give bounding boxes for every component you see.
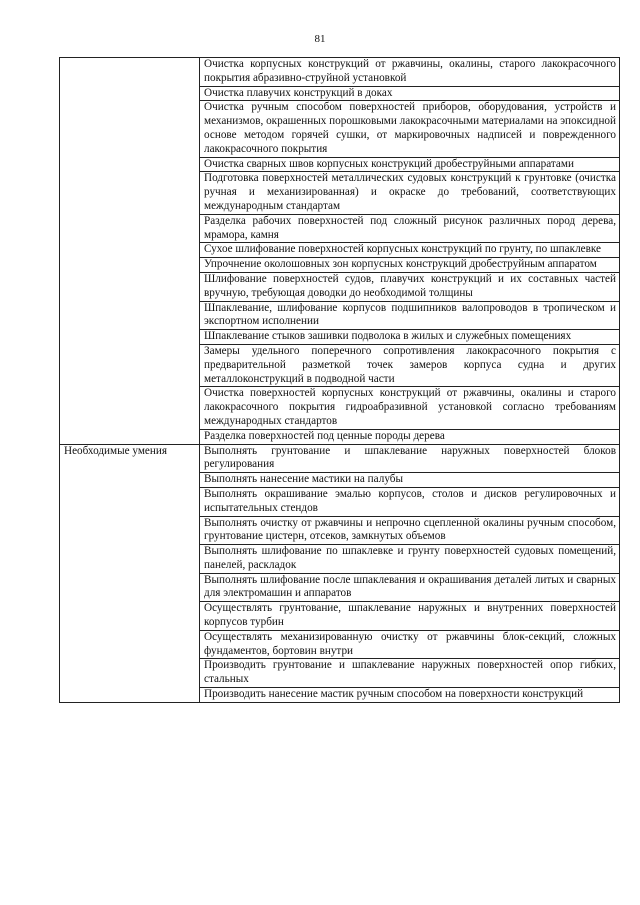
skill-item: Производить грунтование и шпаклевание наружных поверхностей опор гибких, стальных (200, 659, 620, 688)
work-action-item: Очистка поверхностей корпусных конструкций от ржавчины, окалины и старого лакокрасочного покрытия гидроабразивной установкой согласно требованиям международных стандартов (200, 387, 620, 429)
work-action-item: Разделка рабочих поверхностей под сложный рисунок различных пород дерева, мрамора, камня (200, 214, 620, 243)
work-action-item: Шпаклевание, шлифование корпусов подшипников валопроводов в тропическом и экспортном исполнении (200, 301, 620, 330)
table-row (60, 444, 620, 473)
work-action-item: Шлифование поверхностей судов, плавучих конструкций и их составных частей вручную, требующая доводки до необходимой толщины (200, 272, 620, 301)
skill-item: Выполнять нанесение мастики на палубы (200, 473, 620, 488)
skill-item: Выполнять окрашивание эмалью корпусов, столов и дисков регулировочных и испытательных стендов (200, 487, 620, 516)
work-action-item: Подготовка поверхностей металлических судовых конструкций к грунтовке (очистка ручная и механизированная) и окраске до требований, соответствующих международным стандартам (200, 172, 620, 214)
work-action-item: Разделка поверхностей под ценные породы дерева (200, 429, 620, 444)
table-row (60, 58, 620, 87)
work-action-item: Сухое шлифование поверхностей корпусных конструкций по грунту, по шпаклевке (200, 243, 620, 258)
skills-label: Необходимые умения (60, 444, 200, 702)
skill-item: Осуществлять механизированную очистку от ржавчины блок-секций, сложных фундаментов, бортовин внутри (200, 630, 620, 659)
skill-item: Выполнять грунтование и шпаклевание наружных поверхностей блоков регулирования (200, 444, 620, 473)
work-action-item: Очистка корпусных конструкций от ржавчины, окалины, старого лакокрасочного покрытия абразивно-струйной установкой (200, 58, 620, 87)
work-action-item: Очистка ручным способом поверхностей приборов, оборудования, устройств и механизмов, окрашенных порошковыми лакокрасочными материалами на эпоксидной основе методом горячей сушки, от маркировочных надписей и поврежденного лакокрасочного покрытия (200, 101, 620, 157)
labor-actions-label-cell (60, 58, 200, 445)
skill-item: Выполнять шлифование после шпаклевания и окрашивания деталей литых и сварных для электромашин и аппаратов (200, 573, 620, 602)
skill-item: Осуществлять грунтование, шпаклевание наружных и внутренних поверхностей корпусов турбин (200, 602, 620, 631)
skill-item: Выполнять шлифование по шпаклевке и грунту поверхностей судовых помещений, панелей, раскладок (200, 545, 620, 574)
standard-table (59, 57, 620, 703)
skill-item: Выполнять очистку от ржавчины и непрочно сцепленной окалины ручным способом, грунтование цистерн, отсеков, замкнутых объемов (200, 516, 620, 545)
work-action-item: Упрочнение околошовных зон корпусных конструкций дробеструйным аппаратом (200, 258, 620, 273)
work-action-item: Замеры удельного поперечного сопротивления лакокрасочного покрытия с предварительной разметкой точек замеров корпуса судна и других металлоконструкций в подводной части (200, 344, 620, 386)
work-action-item: Очистка сварных швов корпусных конструкций дробеструйными аппаратами (200, 157, 620, 172)
page-number: 81 (314, 33, 326, 45)
work-action-item: Очистка плавучих конструкций в доках (200, 86, 620, 101)
skill-item: Производить нанесение мастик ручным способом на поверхности конструкций (200, 688, 620, 703)
work-action-item: Шпаклевание стыков зашивки подволока в жилых и служебных помещениях (200, 330, 620, 345)
